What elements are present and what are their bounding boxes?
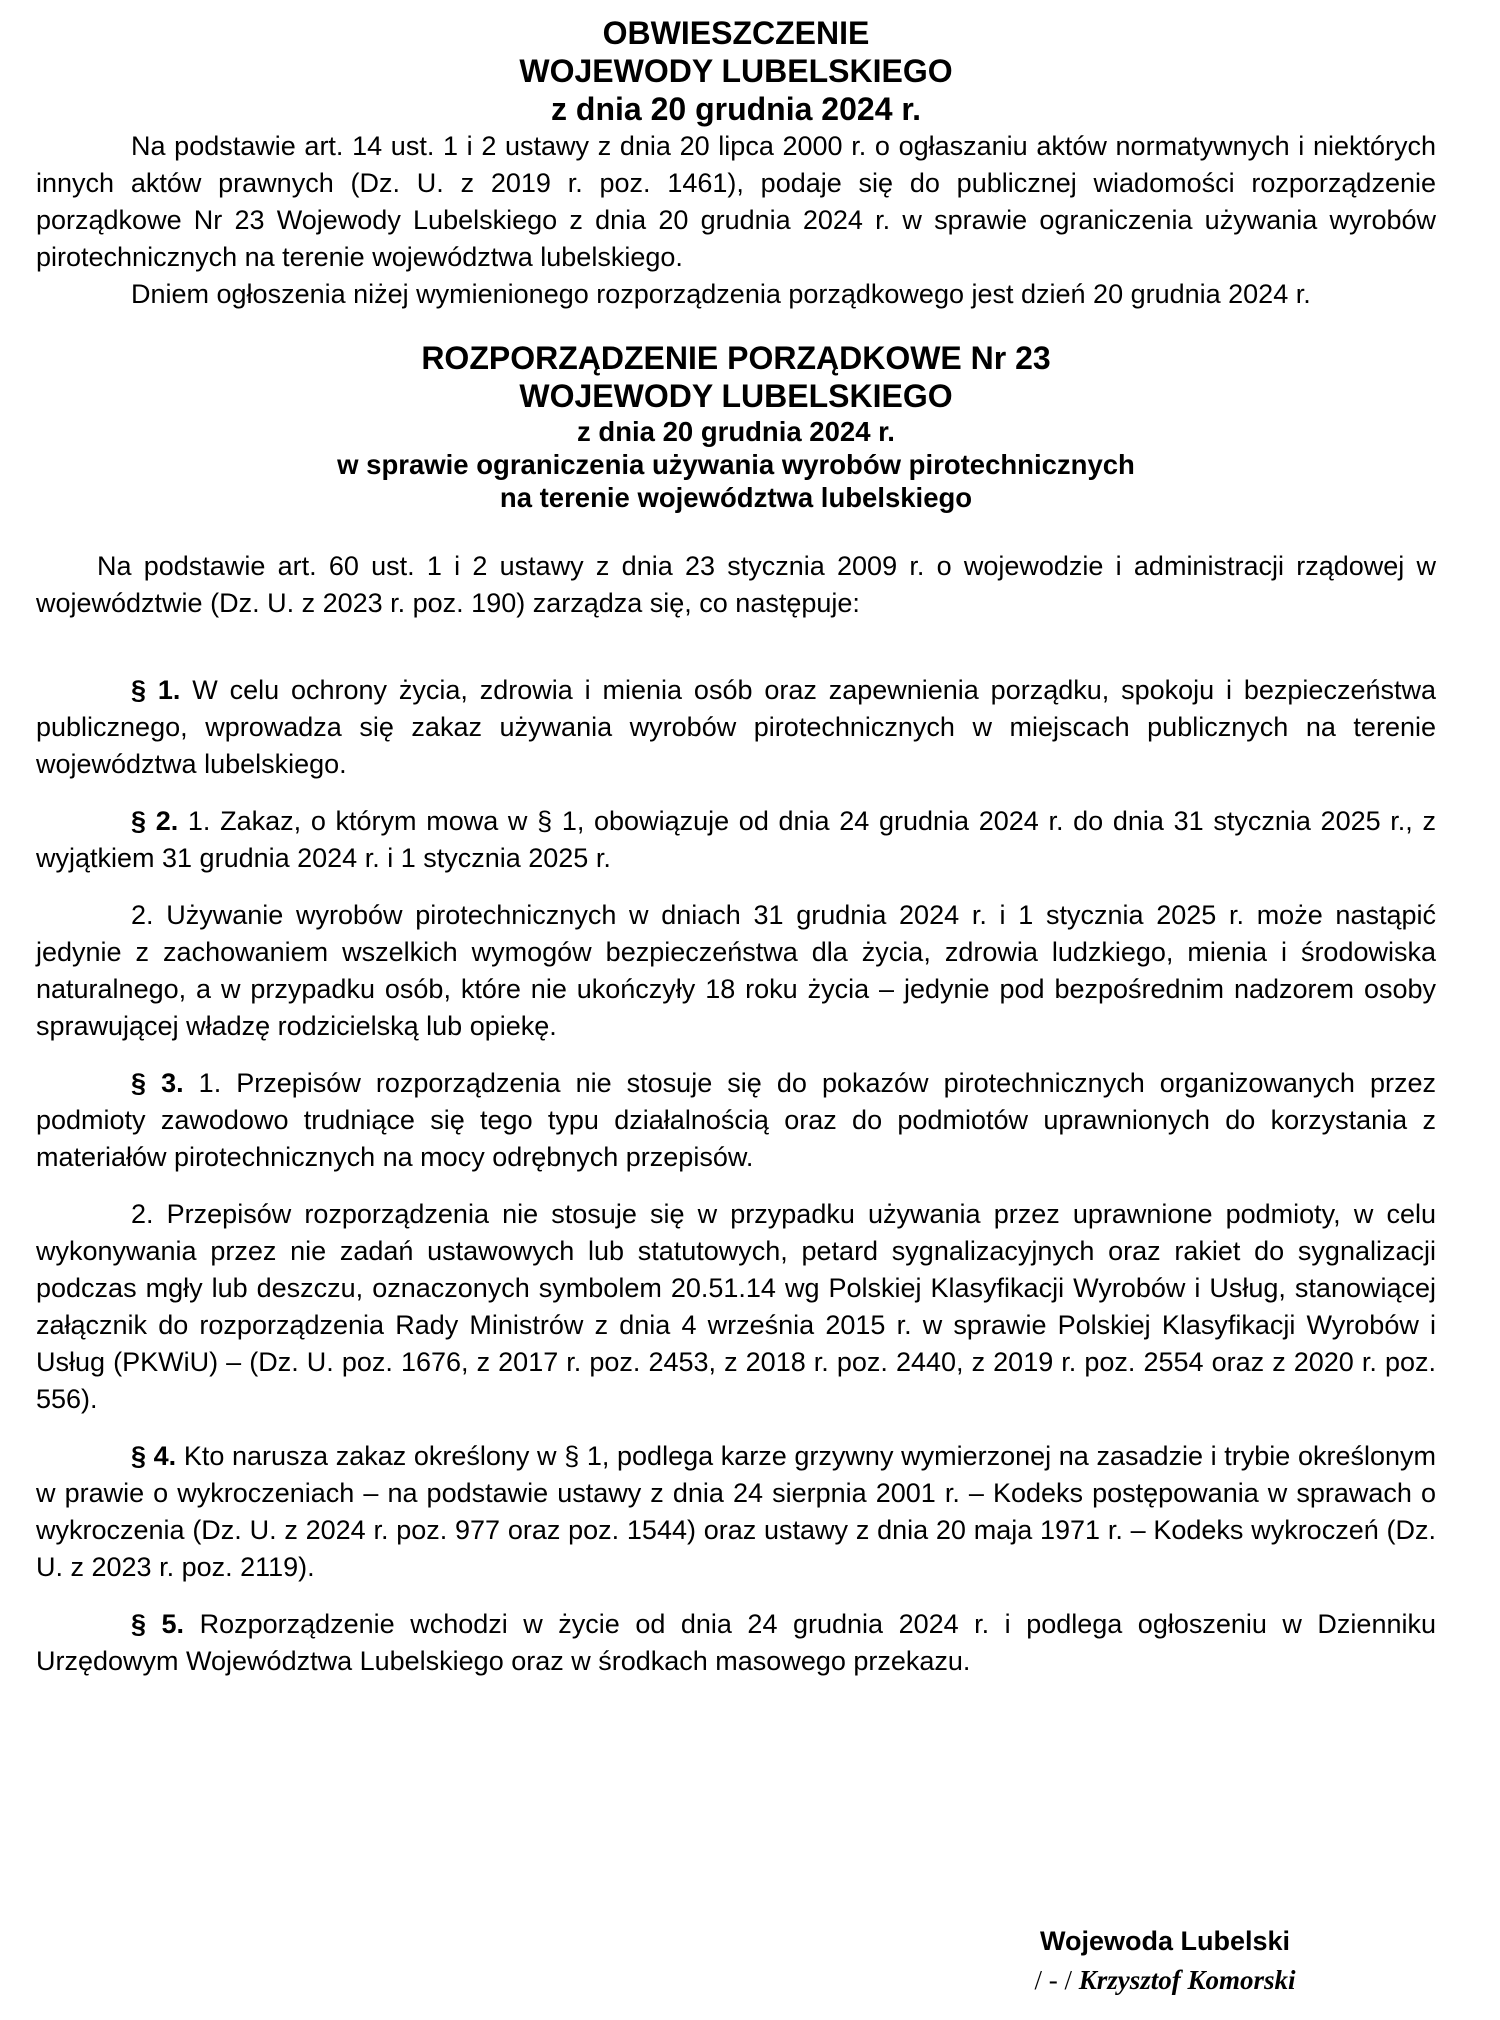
section-1-text: W celu ochrony życia, zdrowia i mienia osób oraz zapewnienia porządku, spokoju i bezpieczeństwa publicznego, wprowadza się zakaz używania wyrobów pirotechnicznych w miejscach publicznych na terenie województwa lubelskiego.: [36, 675, 1436, 779]
section-4: [36, 1438, 1436, 1586]
section-2-text: 1. Zakaz, o którym mowa w § 1, obowiązuje od dnia 24 grudnia 2024 r. do dnia 31 stycznia 2025 r., z wyjątkiem 31 grudnia 2024 r. i 1 stycznia 2025 r.: [36, 806, 1436, 873]
section-2: [36, 803, 1436, 877]
section-3-point-2: 2. Przepisów rozporządzenia nie stosuje się w przypadku używania przez uprawnione podmioty, w celu wykonywania przez nie zadań ustawowych lub statutowych, petard sygnalizacyjnych oraz rakiet do sygnalizacji podczas mgły lub deszczu, oznaczonych symbolem 20.51.14 wg Polskiej Klasyfikacji Wyrobów i Usług, stanowiącej załącznik do rozporządzenia Rady Ministrów z dnia 4 września 2015 r. w sprawie Polskiej Klasyfikacji Wyrobów i Usług (PKWiU) – (Dz. U. poz. 1676, z 2017 r. poz. 2453, z 2018 r. poz. 2440, z 2019 r. poz. 2554 oraz z 2020 r. poz. 556).: [36, 1199, 1436, 1414]
notice-title: OBWIESZCZENIE: [602, 15, 870, 51]
regulation-date: z dnia 20 grudnia 2024 r.: [577, 416, 895, 447]
section-4-label: § 4.: [131, 1441, 177, 1471]
document-page: [36, 14, 1436, 1680]
regulation-subject-line-2: na terenie województwa lubelskiego: [499, 482, 973, 513]
signature-line: [965, 1960, 1365, 2000]
section-5-text: Rozporządzenie wchodzi w życie od dnia 24 grudnia 2024 r. i podlega ogłoszeniu w Dzienniku Urzędowym Województwa Lubelskiego oraz w środkach masowego przekazu.: [36, 1609, 1436, 1676]
section-4-text: Kto narusza zakaz określony w § 1, podlega karze grzywny wymierzonej na zasadzie i trybie określonym w prawie o wykroczeniach – na podstawie ustawy z dnia 24 sierpnia 2001 r. – Kodeks postępowania w sprawach o wykroczenia (Dz. U. z 2024 r. poz. 977 oraz poz. 1544) oraz ustawy z dnia 20 maja 1971 r. – Kodeks wykroczeń (Dz. U. z 2023 r. poz. 2119).: [36, 1441, 1436, 1582]
regulation-preamble: Na podstawie art. 60 ust. 1 i 2 ustawy z dnia 23 stycznia 2009 r. o wojewodzie i administracji rządowej w województwie (Dz. U. z 2023 r. poz. 190) zarządza się, co następuje:: [36, 551, 1436, 618]
signature-title: Wojewoda Lubelski: [1039, 1926, 1291, 1956]
signature-block: [965, 1922, 1365, 2000]
notice-date: z dnia 20 grudnia 2024 r.: [551, 91, 921, 127]
section-3-label: § 3.: [131, 1068, 184, 1098]
section-5: [36, 1606, 1436, 1680]
section-3-text: 1. Przepisów rozporządzenia nie stosuje się do pokazów pirotechnicznych organizowanych przez podmioty zawodowo trudniące się tego typu działalnością oraz do podmiotów uprawnionych do korzystania z materiałów pirotechnicznych na mocy odrębnych przepisów.: [36, 1068, 1436, 1172]
section-1: [36, 672, 1436, 783]
notice-paragraph-2: Dniem ogłoszenia niżej wymienionego rozporządzenia porządkowego jest dzień 20 grudnia 2024 r.: [131, 279, 1311, 309]
section-1-label: § 1.: [131, 675, 181, 705]
section-3: [36, 1065, 1436, 1176]
section-5-label: § 5.: [131, 1609, 185, 1639]
regulation-issuer: WOJEWODY LUBELSKIEGO: [519, 378, 953, 414]
notice-paragraph-1: Na podstawie art. 14 ust. 1 i 2 ustawy z dnia 20 lipca 2000 r. o ogłaszaniu aktów normatywnych i niektórych innych aktów prawnych (Dz. U. z 2019 r. poz. 1461), podaje się do publicznej wiadomości rozporządzenie porządkowe Nr 23 Wojewody Lubelskiego z dnia 20 grudnia 2024 r. w sprawie ograniczenia używania wyrobów pirotechnicznych na terenie województwa lubelskiego.: [36, 131, 1436, 272]
signature-name: Krzysztof Komorski: [1078, 1965, 1296, 1995]
regulation-title: ROZPORZĄDZENIE PORZĄDKOWE Nr 23: [421, 340, 1051, 376]
regulation-subject-line-1: w sprawie ograniczenia używania wyrobów pirotechnicznych: [337, 449, 1135, 480]
notice-issuer: WOJEWODY LUBELSKIEGO: [519, 53, 953, 89]
signature-prefix: / - /: [1034, 1965, 1072, 1995]
section-2-label: § 2.: [131, 806, 179, 836]
section-2-point-2: 2. Używanie wyrobów pirotechnicznych w dniach 31 grudnia 2024 r. i 1 stycznia 2025 r. może nastąpić jedynie z zachowaniem wszelkich wymogów bezpieczeństwa dla życia, zdrowia ludzkiego, mienia i środowiska naturalnego, a w przypadku osób, które nie ukończyły 18 roku życia – jedynie pod bezpośrednim nadzorem osoby sprawującej władzę rodzicielską lub opiekę.: [36, 900, 1436, 1041]
